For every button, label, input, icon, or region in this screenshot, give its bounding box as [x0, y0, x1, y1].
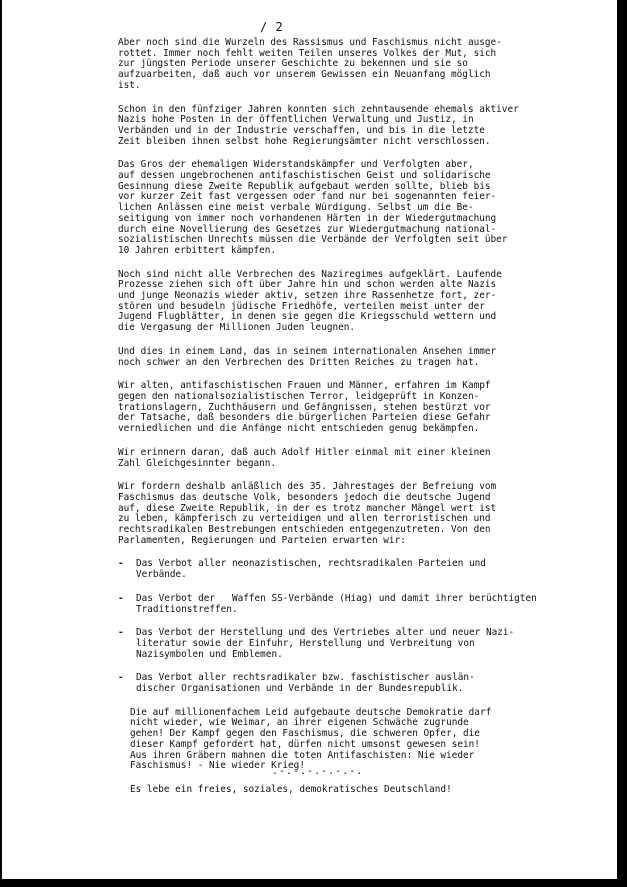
bullet-dash: - [118, 558, 124, 570]
document-body [118, 37, 537, 809]
scan-border-bottom [0, 879, 627, 887]
paragraph-fifties-nazis: Schon in den fünfziger Jahren konnten sich zehntausende ehemals aktiver Nazis hohe Posten in der öffentlichen Verwaltung und Justiz, in Verbänden und in der Industrie verschaffen, und bis in die letzte Zeit bleiben ihnen selbst hohe Regierungsämter nicht verschlossen. [118, 103, 519, 147]
paragraph-old-antifascists: Wir alten, antifaschistischen Frauen und Männer, erfahren im Kampf gegen den nationalsozialistischen Terror, leidgeprüft in Konzen- trationslagern, Zuchthäusern und Gefängnissen, stehen bestürzt vor der Tatsache, daß besonders die bürgerlichen Parteien diese Gefahr verniedlichen und die Anfänge nicht entschieden genug bekämpfen. [118, 380, 491, 435]
demand-item [118, 673, 518, 694]
bullet-dash: - [118, 627, 124, 639]
bullet-dash: - [118, 592, 124, 604]
paragraph-roots-of-racism: Aber noch sind die Wurzeln des Rassismus und Faschismus nicht ausge- rottet. Immer noch fehlt weiten Teilen unseres Volkes der Mut, sich zur jüngsten Periode unserer Geschichte zu bekennen und sie so aufzuarbeiten, daß auch vor unserem Gewissen ein Neuanfang möglich ist. [118, 37, 502, 91]
demand-text: Das Verbot der Waffen SS-Verbände (Hiag) und damit ihrer berüchtigten Traditionstreffen. [136, 592, 537, 615]
demand-text: Das Verbot aller neonazistischen, rechtsradikalen Parteien und Verbände. [136, 558, 486, 581]
page-number: / 2 [260, 20, 284, 34]
paragraph-demands-intro: Wir fordern deshalb anläßlich des 35. Jahrestages der Befreiung vom Faschismus das deutsche Volk, besonders jedoch die deutsche Jugend auf, diese Zweite Republik, in der es trotz mancher Mängel wert ist zu leben, kämpferisch zu verteidigen und allen terroristischen und rechtsradikalen Bestrebungen entschieden entgegenzutreten. Von den Parlamenten, Regierungen und Parteien erwarten wir: [118, 481, 497, 546]
demand-text: Das Verbot aller rechtsradikaler bzw. faschistischer auslän- discher Organisationen und Verbände in der Bundesrepublik. [136, 672, 475, 695]
paragraph-hitler-reminder: Wir erinnern daran, daß auch Adolf Hitler einmal mit einer kleinen Zahl Gleichgesinnter begann. [118, 446, 491, 469]
demand-item [118, 628, 518, 660]
closing-slogan: Es lebe ein freies, soziales, demokratisches Deutschland! [130, 783, 452, 795]
scan-border-left [0, 0, 2, 887]
demand-text: Das Verbot der Herstellung und des Vertriebes alter und neuer Nazi- literatur sowie der Einfuhr, Herstellung und Verbreitung von Nazisymbolen und Emblemen. [136, 627, 515, 660]
paragraph-international-reputation: Und dies in einem Land, das in seinem internationalen Ansehen immer noch schwer an den Verbrechen des Dritten Reiches zu tragen hat. [118, 345, 497, 368]
paragraph-closing-appeal: Die auf millionenfachem Leid aufgebaute deutsche Demokratie darf nicht wieder, wie Weimar, an ihrer eigenen Schwäche zugrunde gehen! Der Kampf gegen den Faschismus, die schweren Opfer, die dieser Kampf gefordert hat, dürfen nicht umsonst gewesen sein! Aus ihren Gräbern mahnen die toten Antifaschisten: Nie wieder Faschismus! - Nie wieder Krieg! [130, 706, 492, 772]
bullet-dash: - [118, 672, 124, 684]
demand-item [118, 559, 518, 580]
paragraph-resistance-fighters: Das Gros der ehemaligen Widerstandskämpfer und Verfolgten aber, auf dessen ungebrochenen antifaschistischen Geist und solidarische Gesinnung diese Zweite Republik aufgebaut werden sollte, blieb bis vor kurzer Zeit fast vergessen oder fand nur bei sogenannten feier- lichen Anlässen eine meist verbale Würdigung. Selbst um die Be- seitigung von immer noch vorhandenen Härten in der Wiedergutmachung durch eine Novellierung des Gesetzes zur Wiedergutmachung national- sozialistischen Unrechts müssen die Verbände der Verfolgten seit über 10 Jahren erbittert kämpfen. [118, 159, 508, 256]
end-divider: .-.-.-.-.-.-. [272, 766, 364, 777]
demand-item [118, 592, 537, 615]
scan-border-right [617, 0, 627, 887]
paragraph-crimes-not-cleared: Noch sind nicht alle Verbrechen des Naziregimes aufgeklärt. Laufende Prozesse ziehen sich oft über Jahre hin und schon werden alte Nazis und junge Neonazis wieder aktiv, setzen ihre Rassenhetze fort, zer- stören und besudeln jüdische Friedhöfe, verteilen meist unter der Jugend Flugblätter, in denen sie gegen die Kriegsschuld wettern und die Vergasung der Millionen Juden leugnen. [118, 268, 502, 334]
